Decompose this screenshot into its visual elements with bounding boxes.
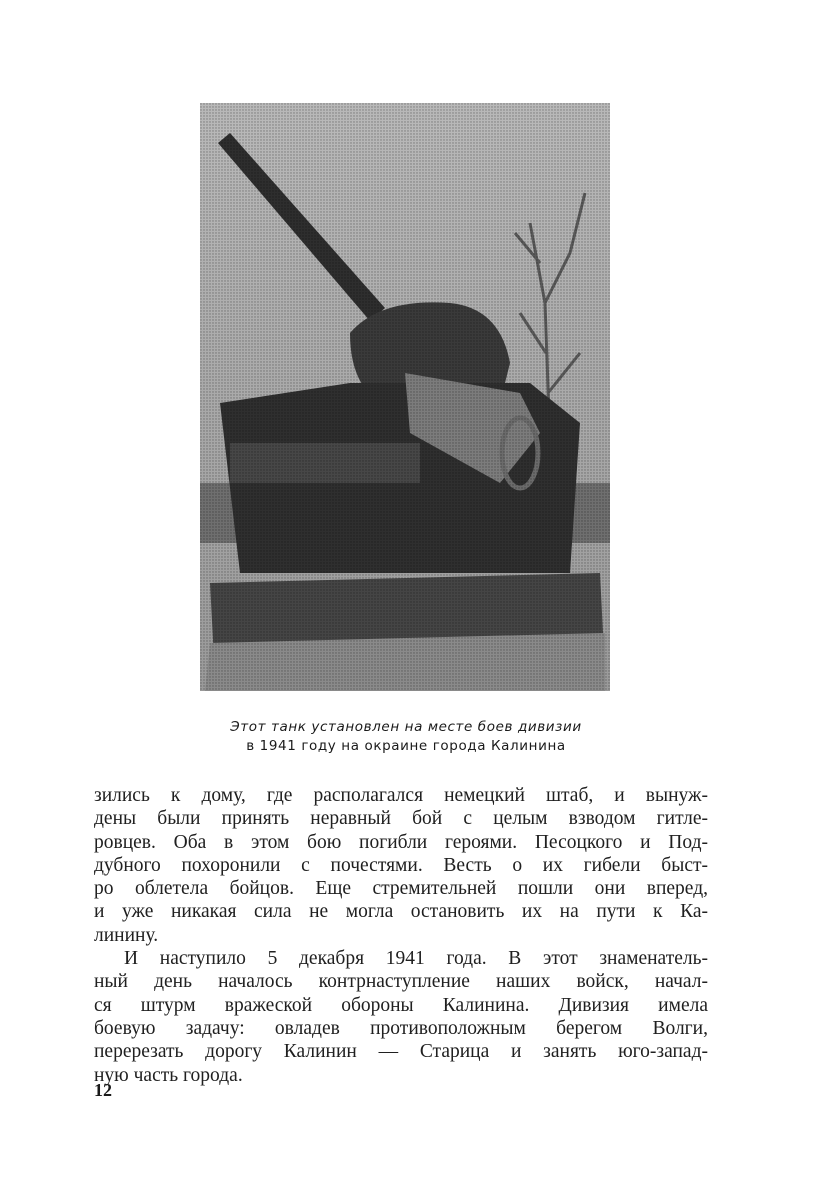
text-line: ро облетела бойцов. Еще стремительней пошли они вперед,	[94, 878, 708, 900]
text-line: дубного похоронили с почестями. Весть о их гибели быст-	[94, 854, 708, 876]
text-line: и уже никакая сила не могла остановить их на пути к Ка-	[94, 901, 708, 923]
page-number: 12	[94, 1080, 112, 1100]
text-line: боевую задачу: овладев противоположным берегом Волги,	[94, 1017, 708, 1039]
text-line: перерезать дорогу Калинин — Старица и занять юго-запад-	[94, 1041, 708, 1063]
text-line: ровцев. Оба в этом бою погибли героями. Песоцкого и Под-	[94, 831, 708, 853]
text-line: ный день началось контрнаступление наших войск, начал-	[94, 971, 708, 993]
text-line: дены были принять неравный бой с целым взводом гитле-	[94, 808, 708, 830]
tank-photo	[200, 103, 610, 691]
text-line: ную часть города.	[94, 1064, 243, 1086]
caption-line-1: Этот танк установлен на месте боев дивизии	[230, 719, 582, 735]
body-text	[94, 784, 708, 1087]
tank-illustration	[200, 103, 610, 691]
text-line: зились к дому, где располагался немецкий штаб, и вынуж-	[94, 785, 708, 806]
photo-caption	[150, 718, 662, 756]
caption-line-2: в 1941 году на окраине города Калинина	[246, 738, 566, 754]
text-line: И наступило 5 декабря 1941 года. В этот знаменатель-	[124, 948, 708, 970]
text-line: ся штурм вражеской обороны Калинина. Дивизия имела	[94, 994, 708, 1016]
text-line: линину.	[94, 924, 159, 946]
